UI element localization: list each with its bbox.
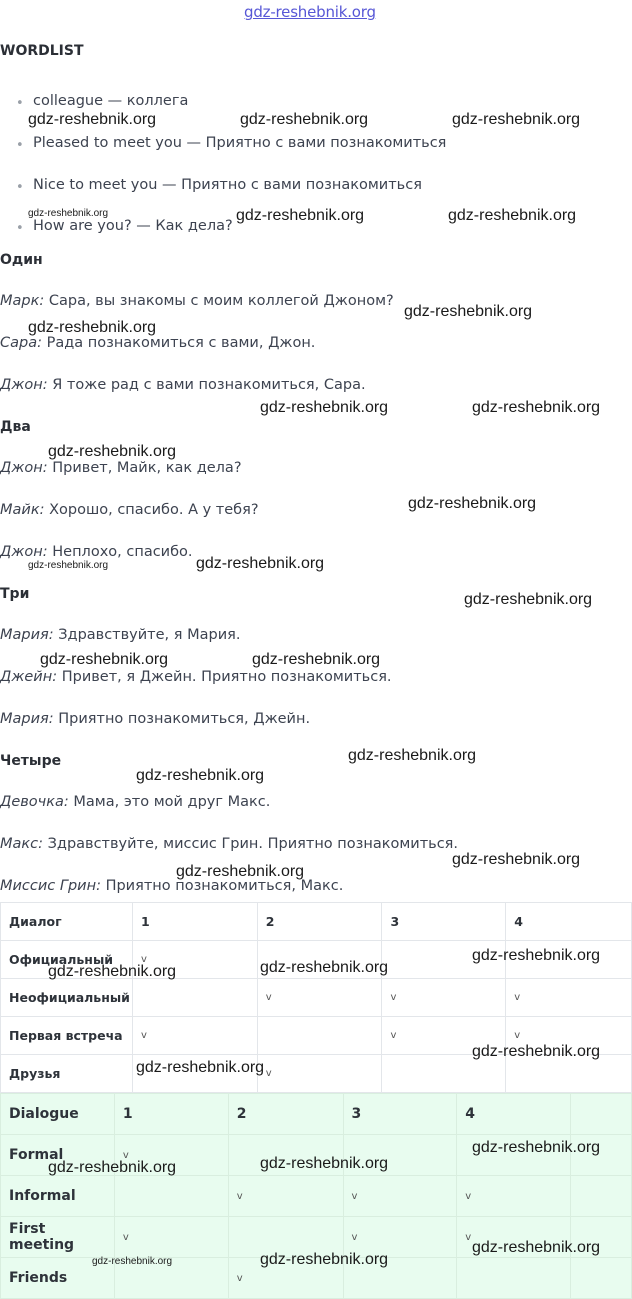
row-label: Неофициальный	[1, 979, 133, 1017]
table-row	[1, 1176, 632, 1217]
speaker: Мария:	[0, 627, 54, 643]
watermark: gdz-reshebnik.org	[448, 207, 577, 224]
dialogue-line	[0, 502, 259, 518]
row-label: Официальный	[1, 941, 133, 979]
table-filler-cell	[571, 1258, 632, 1299]
dialogue-table-ru	[0, 902, 632, 1093]
speaker: Девочка:	[0, 794, 69, 810]
dialogue-line	[0, 794, 270, 810]
table-filler-cell	[571, 1176, 632, 1217]
dialogue-line	[0, 377, 366, 393]
wordlist-item: Nice to meet you — Приятно с вами познакомиться	[33, 177, 422, 193]
bullet-icon: •	[16, 221, 24, 236]
check-mark-icon: v	[114, 1217, 228, 1258]
line-text: Хорошо, спасибо. А у тебя?	[44, 502, 259, 518]
watermark: gdz-reshebnik.org	[240, 111, 369, 128]
table-header-cell: Диалог	[1, 903, 133, 941]
dialogue-title: Четыре	[0, 753, 62, 769]
speaker: Макс:	[0, 836, 44, 852]
dialogue-line	[0, 335, 315, 351]
check-mark-icon: v	[343, 1217, 457, 1258]
watermark: gdz-reshebnik.org	[260, 1155, 389, 1172]
watermark: gdz-reshebnik.org	[40, 651, 169, 668]
row-label: Друзья	[1, 1055, 133, 1093]
row-label: Formal	[1, 1135, 115, 1176]
line-text: Здравствуйте, я Мария.	[53, 627, 241, 643]
table-header-cell: 1	[114, 1094, 228, 1135]
table-header-cell: 4	[506, 903, 632, 941]
check-mark-icon: v	[506, 979, 632, 1017]
table-header-cell: 1	[132, 903, 257, 941]
check-mark-icon: v	[457, 1217, 571, 1258]
check-mark-icon: v	[382, 979, 506, 1017]
watermark: gdz-reshebnik.org	[28, 111, 157, 128]
check-mark-icon: v	[257, 1055, 382, 1093]
watermark: gdz-reshebnik.org	[196, 555, 325, 572]
dialogue-line	[0, 460, 242, 476]
table-header-cell: 2	[257, 903, 382, 941]
speaker: Джон:	[0, 544, 48, 560]
table-cell	[114, 1176, 228, 1217]
speaker: Майк:	[0, 502, 45, 518]
wordlist-item: colleague — коллега	[33, 93, 189, 109]
watermark: gdz-reshebnik.org	[408, 495, 537, 512]
watermark: gdz-reshebnik.org	[472, 399, 601, 416]
table-header-row	[1, 1094, 632, 1135]
speaker: Джон:	[0, 377, 48, 393]
watermark: gdz-reshebnik.org	[260, 959, 389, 976]
table-header-row	[1, 903, 632, 941]
watermark: gdz-reshebnik.org	[28, 319, 157, 336]
bullet-icon: •	[16, 96, 24, 111]
line-text: Привет, я Джейн. Приятно познакомиться.	[57, 669, 392, 685]
wordlist-item: Pleased to meet you — Приятно с вами познакомиться	[33, 135, 447, 151]
watermark: gdz-reshebnik.org	[472, 1139, 601, 1156]
dialogue-line	[0, 836, 458, 852]
watermark: gdz-reshebnik.org	[464, 591, 593, 608]
line-text: Неплохо, спасибо.	[47, 544, 193, 560]
speaker: Марк:	[0, 293, 45, 309]
check-mark-icon: v	[228, 1258, 343, 1299]
watermark: gdz-reshebnik.org	[452, 111, 581, 128]
speaker: Мария:	[0, 711, 54, 727]
watermark: gdz-reshebnik.org	[176, 863, 305, 880]
watermark: gdz-reshebnik.org	[92, 1256, 173, 1267]
table-row	[1, 979, 632, 1017]
watermark: gdz-reshebnik.org	[48, 443, 177, 460]
line-text: Приятно познакомиться, Джейн.	[53, 711, 311, 727]
line-text: Рада познакомиться с вами, Джон.	[42, 335, 316, 351]
watermark: gdz-reshebnik.org	[28, 208, 109, 219]
dialogue-line	[0, 627, 240, 643]
watermark: gdz-reshebnik.org	[472, 1239, 601, 1256]
table-filler-cell	[571, 1094, 632, 1135]
watermark: gdz-reshebnik.org	[348, 747, 477, 764]
speaker: Джейн:	[0, 669, 58, 685]
line-text: Сара, вы знакомы с моим коллегой Джоном?	[44, 293, 394, 309]
table-header-cell: 3	[343, 1094, 457, 1135]
speaker: Миссис Грин:	[0, 878, 101, 894]
watermark: gdz-reshebnik.org	[48, 963, 177, 980]
line-text: Мама, это мой друг Макс.	[68, 794, 271, 810]
check-mark-icon: v	[457, 1176, 571, 1217]
speaker: Сара:	[0, 335, 42, 351]
watermark: gdz-reshebnik.org	[28, 560, 109, 571]
watermark: gdz-reshebnik.org	[252, 651, 381, 668]
row-label: Informal	[1, 1176, 115, 1217]
wordlist-item: How are you? — Как дела?	[33, 218, 233, 234]
dialogue-line	[0, 711, 310, 727]
check-mark-icon: v	[506, 1017, 632, 1055]
table-header-cell: Dialogue	[1, 1094, 115, 1135]
line-text: Здравствуйте, миссис Грин. Приятно познакомиться.	[43, 836, 458, 852]
table-header-cell: 3	[382, 903, 506, 941]
watermark: gdz-reshebnik.org	[260, 399, 389, 416]
dialogue-title: Один	[0, 252, 43, 268]
watermark: gdz-reshebnik.org	[404, 303, 533, 320]
watermark: gdz-reshebnik.org	[472, 947, 601, 964]
dialogue-line	[0, 544, 193, 560]
watermark: gdz-reshebnik.org	[236, 207, 365, 224]
table-cell	[457, 1258, 571, 1299]
table-header-cell: 2	[228, 1094, 343, 1135]
bullet-icon: •	[16, 138, 24, 153]
dialogue-line	[0, 669, 392, 685]
watermark: gdz-reshebnik.org	[452, 851, 581, 868]
check-mark-icon: v	[343, 1176, 457, 1217]
check-mark-icon: v	[132, 941, 257, 979]
dialogue-title: Три	[0, 586, 30, 602]
watermark: gdz-reshebnik.org	[136, 1059, 265, 1076]
check-mark-icon: v	[114, 1135, 228, 1176]
dialogue-line	[0, 293, 394, 309]
wordlist-title: WORDLIST	[0, 43, 84, 59]
row-label: First meeting	[1, 1217, 115, 1258]
watermark: gdz-reshebnik.org	[136, 767, 265, 784]
line-text: Привет, Майк, как дела?	[47, 460, 242, 476]
table-header-cell: 4	[457, 1094, 571, 1135]
row-label: Первая встреча	[1, 1017, 133, 1055]
watermark: gdz-reshebnik.org	[260, 1251, 389, 1268]
dialogue-title: Два	[0, 419, 31, 435]
row-label: Friends	[1, 1258, 115, 1299]
check-mark-icon: v	[228, 1176, 343, 1217]
site-header-link[interactable]: gdz-reshebnik.org	[244, 3, 376, 21]
watermark: gdz-reshebnik.org	[48, 1159, 177, 1176]
line-text: Приятно познакомиться, Макс.	[100, 878, 344, 894]
bullet-icon: •	[16, 180, 24, 195]
line-text: Я тоже рад с вами познакомиться, Сара.	[47, 377, 366, 393]
check-mark-icon: v	[132, 1017, 257, 1055]
speaker: Джон:	[0, 460, 48, 476]
watermark: gdz-reshebnik.org	[472, 1043, 601, 1060]
check-mark-icon: v	[382, 1017, 506, 1055]
table-cell	[132, 979, 257, 1017]
table-cell	[257, 1017, 382, 1055]
check-mark-icon: v	[257, 979, 382, 1017]
